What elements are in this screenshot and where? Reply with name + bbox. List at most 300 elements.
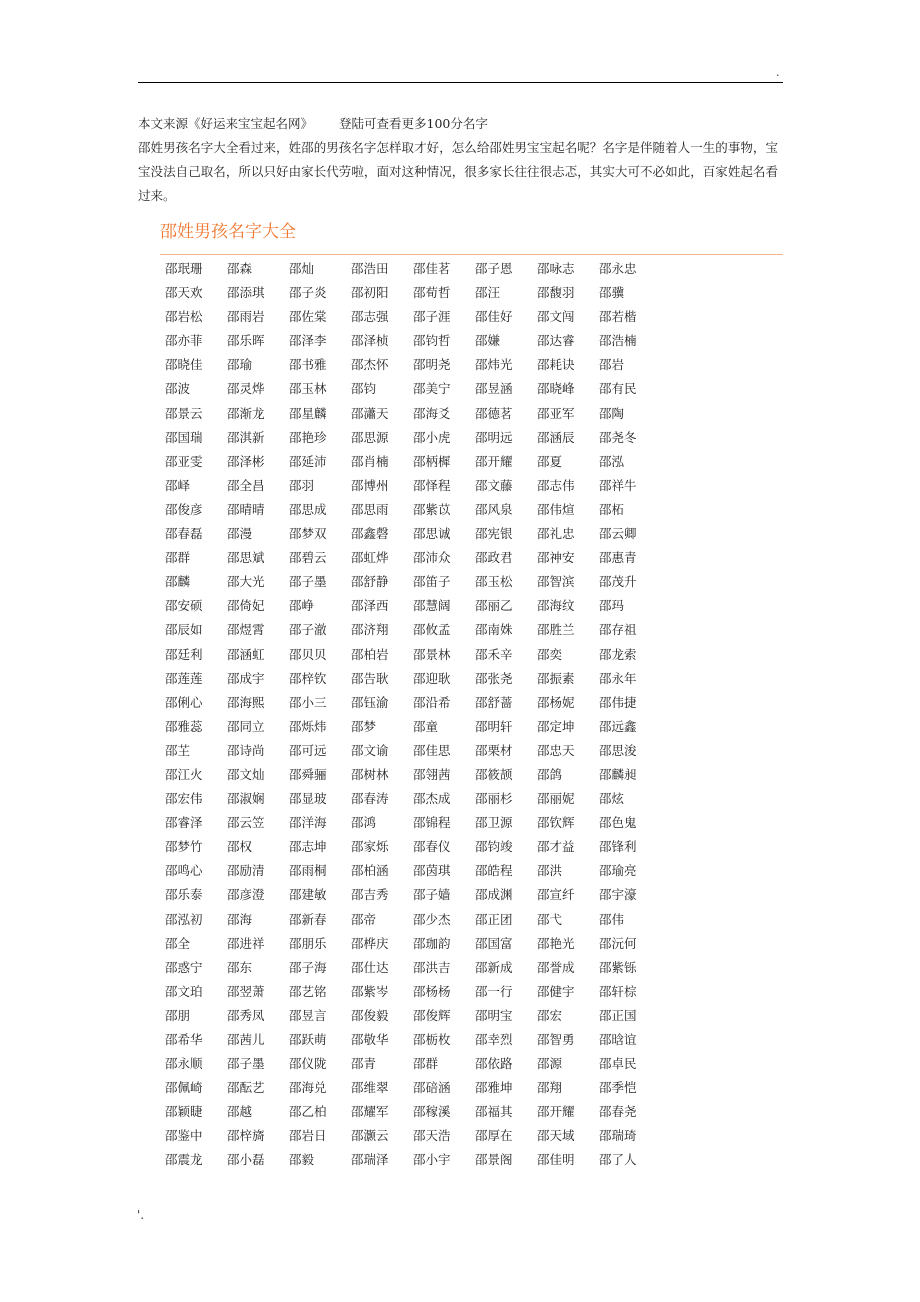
intro-paragraph: 邵姓男孩名字大全看过来，姓邵的男孩名字怎样取才好，怎么给邵姓男宝宝起名呢？名字是伴随着人一生的事物，宝宝没法自己取名，所以只好由家长代劳啦，面对这种情况，很多家长往往很忐忑，其实大可不必如此，百家姓起名看过来。 [138, 140, 778, 203]
name-cell: 邵国瑞 [165, 429, 203, 445]
name-cell: 邵成渊 [475, 887, 513, 903]
name-cell: 邵峄 [165, 477, 191, 493]
name-cell: 邵进祥 [227, 935, 265, 951]
name-cell: 邵色鬼 [599, 815, 637, 831]
name-cell: 邵子嫱 [413, 887, 451, 903]
name-cell: 邵龙索 [599, 646, 637, 662]
name-cell: 邵雅蕊 [165, 718, 203, 734]
name-cell: 邵麟 [165, 574, 191, 590]
name-cell: 邵贝贝 [289, 646, 327, 662]
name-cell: 邵肖楠 [351, 453, 389, 469]
name-cell: 邵佳好 [475, 309, 513, 325]
name-cell: 邵家烁 [351, 839, 389, 855]
name-cell: 邵景云 [165, 405, 203, 421]
name-cell: 邵佐棠 [289, 309, 327, 325]
name-cell: 邵雨桐 [289, 863, 327, 879]
name-cell: 邵礼忠 [537, 526, 575, 542]
name-cell: 邵瑞泽 [351, 1152, 389, 1168]
name-cell: 邵耗诀 [537, 357, 575, 373]
name-cell: 邵开耀 [475, 453, 513, 469]
name-cell: 邵成宇 [227, 670, 265, 686]
name-cell: 邵玉林 [289, 381, 327, 397]
name-cell: 邵俊辉 [413, 1007, 451, 1023]
name-cell: 邵文闯 [537, 309, 575, 325]
name-cell: 邵亚军 [537, 405, 575, 421]
section-title: 邵姓男孩名字大全 [160, 222, 296, 242]
name-cell: 邵思斌 [227, 550, 265, 566]
name-cell: 邵涵辰 [537, 429, 575, 445]
name-cell: 邵茵琪 [413, 863, 451, 879]
name-cell: 邵国富 [475, 935, 513, 951]
name-cell: 邵美宁 [413, 381, 451, 397]
name-cell: 邵仕达 [351, 959, 389, 975]
name-cell: 邵诗尚 [227, 742, 265, 758]
name-cell: 邵怿程 [413, 477, 451, 493]
name-cell: 邵海熙 [227, 694, 265, 710]
name-cell: 邵青 [351, 1056, 377, 1072]
name-cell: 邵景林 [413, 646, 451, 662]
name-cell: 邵大光 [227, 574, 265, 590]
name-cell: 邵灿 [289, 261, 315, 276]
name-cell: 邵钦辉 [537, 815, 575, 831]
name-cell: 邵一行 [475, 983, 513, 999]
name-cell: 邵翔 [537, 1080, 563, 1096]
name-cell: 邵思成 [289, 501, 327, 517]
name-cell: 邵鸿 [351, 815, 377, 831]
name-cell: 邵渐龙 [227, 405, 265, 421]
name-cell: 邵添琪 [227, 285, 265, 301]
name-cell: 邵正国 [599, 1007, 637, 1023]
name-cell: 邵毅 [289, 1152, 315, 1168]
name-cell: 邵思浚 [599, 742, 637, 758]
name-cell: 邵励清 [227, 863, 265, 879]
name-cell: 邵羽 [289, 477, 315, 493]
name-cell: 邵胜兰 [537, 622, 575, 638]
section-title-rule [160, 254, 783, 255]
name-cell: 邵昱言 [289, 1007, 327, 1023]
name-cell: 邵翌萧 [227, 983, 265, 999]
name-cell: 邵子涯 [413, 309, 451, 325]
name-cell: 邵迎耿 [413, 670, 451, 686]
name-cell: 邵惠青 [599, 550, 637, 566]
name-cell: 邵春磊 [165, 526, 203, 542]
name-cell: 邵存祖 [599, 622, 637, 638]
name-cell: 邵东 [227, 959, 253, 975]
name-cell: 邵瑜 [227, 357, 253, 373]
name-cell: 邵涵虹 [227, 646, 265, 662]
name-cell: 邵艳珍 [289, 429, 327, 445]
name-cell: 邵风泉 [475, 501, 513, 517]
name-cell: 邵天域 [537, 1128, 575, 1144]
name-cell: 邵远鑫 [599, 718, 637, 734]
name-cell: 邵智勇 [537, 1032, 575, 1047]
name-cell: 邵达睿 [537, 333, 575, 349]
name-cell: 邵弋 [537, 911, 563, 927]
name-cell: 邵子海 [289, 959, 327, 975]
name-cell: 邵紫岑 [351, 983, 389, 999]
name-cell: 邵云卿 [599, 526, 637, 542]
name-cell: 邵明宝 [475, 1007, 513, 1023]
name-cell: 邵乐晖 [227, 333, 265, 349]
name-cell: 邵亦菲 [165, 333, 203, 349]
name-cell: 邵杨杨 [413, 983, 451, 999]
name-cell: 邵梦竹 [165, 839, 203, 855]
name-cell: 邵虹烨 [351, 550, 389, 566]
name-cell: 邵洪吉 [413, 959, 451, 975]
name-cell: 邵鸣心 [165, 863, 203, 879]
name-cell: 邵云笠 [227, 815, 265, 831]
name-cell: 邵济翔 [351, 622, 389, 638]
name-cell: 邵笛子 [413, 574, 451, 590]
name-cell: 邵延沛 [289, 453, 327, 469]
name-cell: 邵卓民 [599, 1056, 637, 1072]
name-cell: 邵秀凤 [227, 1007, 265, 1023]
name-cell: 邵神安 [537, 550, 575, 566]
name-cell: 邵雨岩 [227, 309, 265, 325]
name-cell: 邵茜儿 [227, 1032, 265, 1047]
name-cell: 邵张尧 [475, 670, 513, 686]
name-cell: 邵玛 [599, 598, 625, 614]
name-cell: 邵誉成 [537, 959, 575, 975]
name-cell: 邵稼溪 [413, 1104, 451, 1120]
name-cell: 邵舒蔷 [475, 694, 513, 710]
name-cell: 邵永忠 [599, 261, 637, 276]
name-cell: 邵帝 [351, 911, 377, 927]
name-cell: 邵梓钦 [289, 670, 327, 686]
name-cell: 邵定坤 [537, 718, 575, 734]
name-cell: 邵艳光 [537, 935, 575, 951]
name-cell: 邵淑娴 [227, 791, 265, 807]
name-cell: 邵泽彬 [227, 453, 265, 469]
name-cell: 邵小三 [289, 694, 327, 710]
name-cell: 邵芏 [165, 742, 191, 758]
name-cell: 邵洪 [537, 863, 563, 879]
name-cell: 邵夏 [537, 453, 563, 469]
name-cell: 邵南姝 [475, 622, 513, 638]
name-cell: 邵鸽 [537, 766, 563, 782]
name-cell: 邵碚涵 [413, 1080, 451, 1096]
name-cell: 邵翎茜 [413, 766, 451, 782]
name-cell: 邵艺铭 [289, 983, 327, 999]
name-cell: 邵炜光 [475, 357, 513, 373]
name-cell: 邵彦澄 [227, 887, 265, 903]
name-cell: 邵佳思 [413, 742, 451, 758]
name-cell: 邵海纹 [537, 598, 575, 614]
name-cell: 邵显玻 [289, 791, 327, 807]
name-cell: 邵煜霄 [227, 622, 265, 638]
name-cell: 邵朋 [165, 1007, 191, 1023]
name-cell: 邵晓佳 [165, 357, 203, 373]
name-cell: 邵紫苡 [413, 501, 451, 517]
name-cell: 邵明尧 [413, 357, 451, 373]
name-cell: 邵俊毅 [351, 1007, 389, 1023]
name-cell: 邵沿希 [413, 694, 451, 710]
name-cell: 邵群 [165, 550, 191, 566]
name-cell: 邵灏云 [351, 1128, 389, 1144]
name-cell: 邵钰渝 [351, 694, 389, 710]
name-cell: 邵文灿 [227, 766, 265, 782]
name-cell: 邵森 [227, 261, 253, 276]
name-cell: 邵安硕 [165, 598, 203, 614]
name-cell: 邵永顺 [165, 1056, 203, 1072]
name-cell: 邵桦庆 [351, 935, 389, 951]
name-cell: 邵浩田 [351, 261, 389, 276]
name-cell: 邵泽西 [351, 598, 389, 614]
name-cell: 邵朋乐 [289, 935, 327, 951]
name-cell: 邵麟昶 [599, 766, 637, 782]
name-cell: 邵文藤 [475, 477, 513, 493]
name-cell: 邵亚雯 [165, 453, 203, 469]
name-cell: 邵志坤 [289, 839, 327, 855]
name-cell: 邵源 [537, 1056, 563, 1072]
name-cell: 邵福其 [475, 1104, 513, 1120]
name-cell: 邵睿泽 [165, 815, 203, 831]
name-cell: 邵思雨 [351, 501, 389, 517]
name-cell: 邵晓峰 [537, 381, 575, 397]
name-cell: 邵晗谊 [599, 1032, 637, 1047]
name-cell: 邵子恩 [475, 261, 513, 276]
name-cell: 邵小宇 [413, 1152, 451, 1168]
corner-mark: . [776, 66, 780, 79]
name-cell: 邵祥牛 [599, 477, 637, 493]
name-cell: 邵淇新 [227, 429, 265, 445]
name-cell: 邵碧云 [289, 550, 327, 566]
name-cell: 邵嫌 [475, 333, 501, 349]
name-cell: 邵紫铄 [599, 959, 637, 975]
name-cell: 邵慧阔 [413, 598, 451, 614]
name-cell: 邵倚妃 [227, 598, 265, 614]
name-cell: 邵江火 [165, 766, 203, 782]
name-cell: 邵丽杉 [475, 791, 513, 807]
name-cell: 邵新春 [289, 911, 327, 927]
name-cell: 邵春仪 [413, 839, 451, 855]
name-cell: 邵少杰 [413, 911, 451, 927]
name-cell: 邵颖睫 [165, 1104, 203, 1120]
name-cell: 邵海爻 [413, 405, 451, 421]
name-cell: 邵筱颉 [475, 766, 513, 782]
header-rule [138, 82, 783, 83]
source-line [138, 114, 488, 134]
name-cell: 邵忠天 [537, 742, 575, 758]
name-cell: 邵晴晴 [227, 501, 265, 517]
name-cell: 邵志伟 [537, 477, 575, 493]
name-grid [165, 257, 661, 1173]
name-cell: 邵钧竣 [475, 839, 513, 855]
name-cell: 邵子墨 [289, 574, 327, 590]
name-cell: 邵震龙 [165, 1152, 203, 1168]
name-cell: 邵卫源 [475, 815, 513, 831]
name-cell: 邵洋海 [289, 815, 327, 831]
name-cell: 邵辰如 [165, 622, 203, 638]
name-cell: 邵敬华 [351, 1032, 389, 1047]
name-cell: 邵陶 [599, 405, 625, 421]
name-cell: 邵柏岩 [351, 646, 389, 662]
name-cell: 邵了人 [599, 1152, 637, 1168]
name-cell: 邵锦程 [413, 815, 451, 831]
name-cell: 邵瑜亮 [599, 863, 637, 879]
name-cell: 邵柏涵 [351, 863, 389, 879]
name-cell: 邵群 [413, 1056, 439, 1072]
name-cell: 邵全昌 [227, 477, 265, 493]
name-cell: 邵岩 [599, 357, 625, 373]
name-cell: 邵丽乙 [475, 598, 513, 614]
name-cell: 邵天浩 [413, 1128, 451, 1144]
name-cell: 邵依路 [475, 1056, 513, 1072]
name-cell: 邵奕 [537, 646, 563, 662]
name-cell: 邵永年 [599, 670, 637, 686]
name-cell: 邵乙柏 [289, 1104, 327, 1120]
name-cell: 邵沛众 [413, 550, 451, 566]
name-cell: 邵惑宁 [165, 959, 203, 975]
name-cell: 邵瀟天 [351, 405, 389, 421]
name-cell: 邵权 [227, 839, 253, 855]
name-cell: 邵子澈 [289, 622, 327, 638]
name-cell: 邵玉松 [475, 574, 513, 590]
name-cell: 邵伟捷 [599, 694, 637, 710]
name-cell: 邵才益 [537, 839, 575, 855]
name-cell: 邵景阁 [475, 1152, 513, 1168]
name-cell: 邵丽妮 [537, 791, 575, 807]
name-cell: 邵可远 [289, 742, 327, 758]
name-cell: 邵子墨 [227, 1056, 265, 1072]
name-cell: 邵子炎 [289, 285, 327, 301]
name-cell: 邵文谕 [351, 742, 389, 758]
name-cell: 邵乐泰 [165, 887, 203, 903]
name-cell: 邵思源 [351, 429, 389, 445]
name-cell: 邵皓程 [475, 863, 513, 879]
name-cell: 邵钧哲 [413, 333, 451, 349]
name-cell: 邵杰成 [413, 791, 451, 807]
name-cell: 邵浩楠 [599, 333, 637, 349]
name-cell: 邵海兑 [289, 1080, 327, 1096]
name-cell: 邵宪银 [475, 526, 513, 542]
name-cell: 邵尧冬 [599, 429, 637, 445]
name-cell: 邵维翠 [351, 1080, 389, 1096]
name-cell: 邵梦双 [289, 526, 327, 542]
name-cell: 邵泓初 [165, 911, 203, 927]
name-cell: 邵佳茗 [413, 261, 451, 276]
name-cell: 邵初阳 [351, 285, 389, 301]
name-cell: 邵仪陇 [289, 1056, 327, 1072]
name-cell: 邵明远 [475, 429, 513, 445]
name-cell: 邵馥羽 [537, 285, 575, 301]
name-cell: 邵开耀 [537, 1104, 575, 1120]
name-cell: 邵柘 [599, 501, 625, 517]
name-cell: 邵博州 [351, 477, 389, 493]
name-cell: 邵俊彦 [165, 501, 203, 517]
name-cell: 邵书雅 [289, 357, 327, 373]
name-cell: 邵幸烈 [475, 1032, 513, 1047]
name-cell: 邵新成 [475, 959, 513, 975]
name-cell: 邵俐心 [165, 694, 203, 710]
name-cell: 邵宇濠 [599, 887, 637, 903]
name-cell: 邵智滨 [537, 574, 575, 590]
name-cell: 邵童 [413, 718, 439, 734]
name-cell: 邵梓旖 [227, 1128, 265, 1144]
name-cell: 邵瑞琦 [599, 1128, 637, 1144]
name-cell: 邵漫 [227, 526, 253, 542]
name-cell: 邵珈韵 [413, 935, 451, 951]
name-cell: 邵全 [165, 935, 191, 951]
name-cell: 邵宏伟 [165, 791, 203, 807]
page-bottom-mark: '. [137, 1208, 145, 1222]
name-cell: 邵小虎 [413, 429, 451, 445]
name-cell: 邵伟 [599, 911, 625, 927]
name-cell: 邵炫 [599, 791, 625, 807]
name-cell: 邵宣纤 [537, 887, 575, 903]
name-cell: 邵昱涵 [475, 381, 513, 397]
name-cell: 邵泽桢 [351, 333, 389, 349]
name-cell: 邵明轩 [475, 718, 513, 734]
name-cell: 邵舜骊 [289, 766, 327, 782]
name-cell: 邵柄樨 [413, 453, 451, 469]
name-cell: 邵跃萌 [289, 1032, 327, 1047]
name-cell: 邵轩棕 [599, 983, 637, 999]
name-cell: 邵宏 [537, 1007, 563, 1023]
name-cell: 邵春尧 [599, 1104, 637, 1120]
name-cell: 邵天欢 [165, 285, 203, 301]
name-cell: 邵树林 [351, 766, 389, 782]
name-cell: 邵思诚 [413, 526, 451, 542]
name-cell: 邵波 [165, 381, 191, 397]
name-cell: 邵杰怀 [351, 357, 389, 373]
name-cell: 邵钧 [351, 381, 377, 397]
name-cell: 邵佩崎 [165, 1080, 203, 1096]
name-cell: 邵莲莲 [165, 670, 203, 686]
name-cell: 邵酝艺 [227, 1080, 265, 1096]
name-cell: 邵荀哲 [413, 285, 451, 301]
name-cell: 邵廷利 [165, 646, 203, 662]
name-cell: 邵沅何 [599, 935, 637, 951]
name-cell: 邵烁炜 [289, 718, 327, 734]
name-cell: 邵有民 [599, 381, 637, 397]
name-cell: 邵同立 [227, 718, 265, 734]
name-cell: 邵志强 [351, 309, 389, 325]
name-cell: 邵攸孟 [413, 622, 451, 638]
name-cell: 邵灵烨 [227, 381, 265, 397]
name-cell: 邵吉秀 [351, 887, 389, 903]
name-cell: 邵正团 [475, 911, 513, 927]
name-cell: 邵咏志 [537, 261, 575, 276]
name-cell: 邵伟煊 [537, 501, 575, 517]
name-cell: 邵星麟 [289, 405, 327, 421]
name-cell: 邵厚在 [475, 1128, 513, 1144]
name-cell: 邵耀军 [351, 1104, 389, 1120]
name-cell: 邵栗材 [475, 742, 513, 758]
name-cell: 邵岩松 [165, 309, 203, 325]
name-cell: 邵锋利 [599, 839, 637, 855]
name-cell: 邵栃枚 [413, 1032, 451, 1047]
name-cell: 邵季恺 [599, 1080, 637, 1096]
name-cell: 邵雅坤 [475, 1080, 513, 1096]
name-cell: 邵泓 [599, 453, 625, 469]
name-cell: 邵岩日 [289, 1128, 327, 1144]
name-cell: 邵海 [227, 911, 253, 927]
name-cell: 邵鉴中 [165, 1128, 203, 1144]
name-cell: 邵德茗 [475, 405, 513, 421]
login-prompt[interactable]: 登陆可查看更多100分名字 [339, 116, 488, 131]
name-cell: 邵梦 [351, 718, 377, 734]
name-cell: 邵禾辛 [475, 646, 513, 662]
name-cell: 邵茂升 [599, 574, 637, 590]
name-cell: 邵建敏 [289, 887, 327, 903]
name-cell: 邵汪 [475, 285, 501, 301]
name-cell: 邵佳明 [537, 1152, 575, 1168]
name-cell: 邵政君 [475, 550, 513, 566]
name-cell: 邵杨妮 [537, 694, 575, 710]
name-cell: 邵鑫磬 [351, 526, 389, 542]
name-cell: 邵峥 [289, 598, 315, 614]
